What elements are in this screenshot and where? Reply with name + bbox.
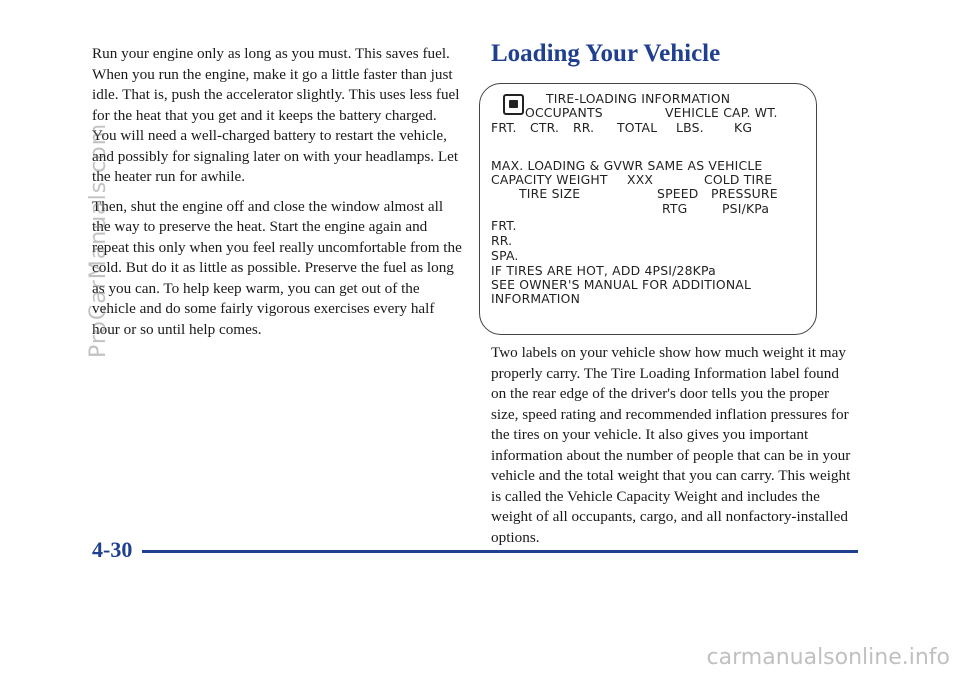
watermark-bottom: carmanualsonline.info — [706, 645, 950, 670]
left-column — [92, 44, 464, 349]
page-number: 4-30 — [92, 537, 133, 562]
label-kg: KG — [734, 120, 753, 135]
label-ctr: CTR. — [530, 120, 560, 135]
label-frt: FRT. — [491, 120, 517, 135]
paragraph-two-labels: Two labels on your vehicle show how much weight it may properly carry. The Tire Loading Information label found on the rear edge of the driver's door tells you the proper size, speed rating and recommended inflation pressures for the tires on your vehicle. It also gives you important information about the number of people that can be in your vehicle and the total weight that you can carry. This weight is called the Vehicle Capacity Weight and includes the weight of all occupants, cargo, and all nonfactory-installed options. — [491, 344, 851, 546]
label-max-loading: MAX. LOADING & GVWR SAME AS VEHICLE — [491, 158, 763, 173]
paragraph-preserve-heat: Then, shut the engine off and close the window almost all the way to preserve the heat. Start the engine again and repeat this only when you feel really uncomfortable from the cold. But do it as little as possible. Preserve the fuel as long as you can. To help keep warm, you can get out of the vehicle and do some fairly vigorous exercises every half hour or so until help comes. — [92, 197, 462, 338]
paragraph-engine-idle: Run your engine only as long as you must. This saves fuel. When you run the engine, make it go a little faster than just idle. That is, push the accelerator slightly. This uses less fuel for the heat that you get and it keeps the battery charged. You will need a well-charged battery to restart the vehicle, and possibly for signaling later on with your headlamps. Let the heater run for awhile. — [92, 45, 460, 185]
label-title: TIRE-LOADING INFORMATION — [546, 91, 731, 106]
label-tire-size: TIRE SIZE — [519, 186, 581, 201]
label-rtg: RTG — [662, 201, 688, 216]
label-rr: RR. — [573, 120, 595, 135]
watermark-left: ProCarManuals.com — [86, 122, 111, 358]
label-row-frt: FRT. — [491, 218, 517, 233]
footer-rule — [142, 550, 858, 553]
label-row-spa: SPA. — [491, 248, 519, 263]
label-psi-kpa: PSI/KPa — [722, 201, 770, 216]
label-speed: SPEED — [657, 186, 699, 201]
label-capacity-weight: CAPACITY WEIGHT — [491, 172, 608, 187]
label-row-rr: RR. — [491, 233, 513, 248]
label-occupants: OCCUPANTS — [525, 105, 603, 120]
label-manual-note: SEE OWNER'S MANUAL FOR ADDITIONAL — [491, 277, 752, 292]
label-hot-note: IF TIRES ARE HOT, ADD 4PSI/28KPa — [491, 263, 716, 278]
label-vehicle-cap: VEHICLE CAP. WT. — [665, 105, 778, 120]
label-xxx: XXX — [627, 172, 654, 187]
label-pressure: PRESSURE — [711, 186, 778, 201]
label-lbs: LBS. — [676, 120, 704, 135]
section-title: Loading Your Vehicle — [491, 40, 721, 67]
label-total: TOTAL — [617, 120, 658, 135]
label-cold-tire: COLD TIRE — [704, 172, 773, 187]
tire-loading-label — [479, 83, 817, 335]
label-manual-note-2: INFORMATION — [491, 291, 581, 306]
gm-logo-icon — [503, 94, 524, 115]
